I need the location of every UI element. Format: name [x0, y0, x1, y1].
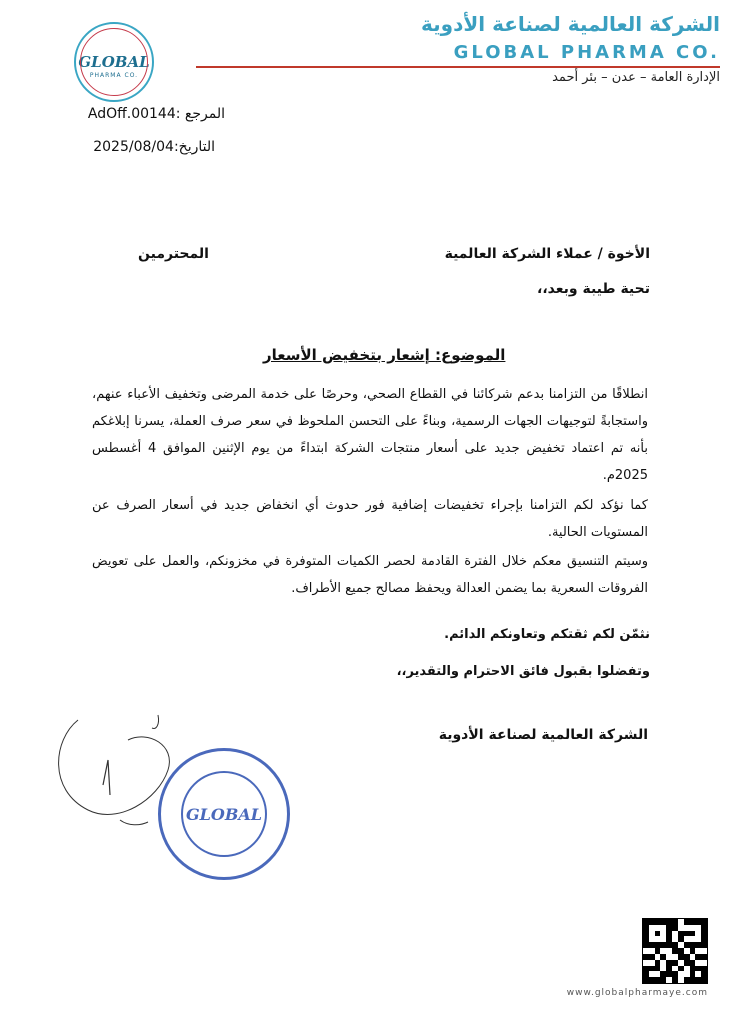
paragraph-commitment: كما نؤكد لكم التزامنا بإجراء تخفيضات إضافية فور حدوث أي انخفاض جديد في أسعار الصرف عن المستويات الحالية. [92, 498, 648, 540]
addressee: الأخوة / عملاء الشركة العالمية [444, 246, 650, 262]
qr-code [642, 918, 708, 984]
paragraph-coordination: وسيتم التنسيق معكم خلال الفترة القادمة لحصر الكميات المتوفرة في مخزونكم، والعمل على تعويض الفروقات السعرية بما يضمن العدالة ويحفظ مصالح جميع الأطراف. [92, 554, 648, 596]
addressee-suffix: المحترمين [138, 246, 209, 262]
reference-number: المرجع :AdOff.00144 [87, 106, 225, 122]
company-logo [74, 22, 154, 102]
company-address: الإدارة العامة – عدن – بئر أحمد [552, 70, 720, 85]
company-name-arabic: الشركة العالمية لصناعة الأدوية [421, 12, 720, 36]
subject-line: الموضوع: إشعار بتخفيض الأسعار [263, 346, 506, 364]
paragraph-announcement: انطلاقًا من التزامنا بدعم شركائنا في القطاع الصحي، وحرصًا على خدمة المرضى وتخفيف الأعباء عنهم، واستجابةً لتوجيهات الجهات الرسمية، وبناءً على التحسن الملحوظ في سعر صرف العملة، يسرنا إبلاغكم بأنه تم اعتماد تخفيض جديد على أسعار منتجات الشركة ابتداءً من يوم الإثنين الموافق 4 أغسطس 2025م. [92, 387, 648, 483]
stamp-center-text: GLOBAL [185, 804, 263, 824]
signer-name: الشركة العالمية لصناعة الأدوية [438, 727, 648, 743]
logo-subtext: PHARMA CO. [89, 72, 139, 79]
letter-date: التاريخ:2025/08/04 [93, 139, 215, 155]
qr-module [701, 977, 707, 983]
logo-text: GLOBAL [78, 53, 150, 71]
paragraph-thanks: نثمّن لكم ثقتكم وتعاونكم الدائم. [444, 627, 650, 642]
company-name-english: GLOBAL PHARMA CO. [453, 42, 720, 63]
header-divider [196, 66, 720, 68]
website-url: www.globalpharmaye.com [566, 988, 708, 998]
company-stamp [158, 748, 290, 880]
greeting: تحية طيبة وبعد،، [537, 281, 650, 297]
closing-line: وتفضلوا بقبول فائق الاحترام والتقدير،، [396, 664, 650, 679]
